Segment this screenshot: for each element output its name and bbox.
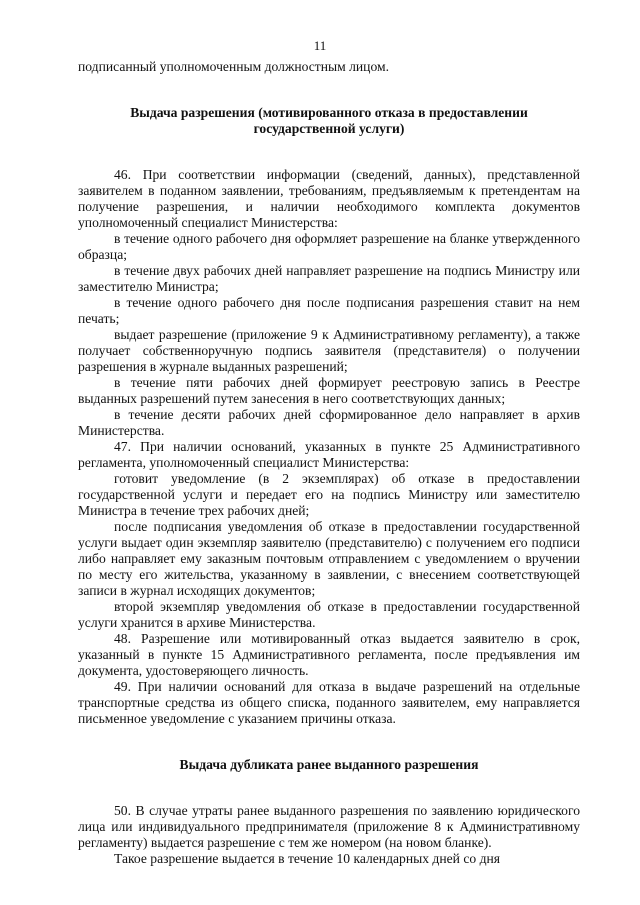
section-heading: Выдача разрешения (мотивированного отказа в предоставлении государственной услуги)	[130, 105, 528, 136]
paragraph: 50. В случае утраты ранее выданного разрешения по заявлению юридического лица или индивидуального предпринимателя (приложение 8 к Административному регламенту) выдается разрешение с тем же номером (на новом бланке).	[78, 803, 580, 850]
section-heading: Выдача дубликата ранее выданного разрешения	[179, 757, 479, 772]
paragraph: подписанный уполномоченным должностным лицом.	[78, 59, 389, 74]
paragraph: в течение десяти рабочих дней сформированное дело направляет в архив Министерства.	[78, 407, 580, 438]
page-number: 11	[313, 38, 327, 53]
paragraph: 46. При соответствии информации (сведений, данных), представленной заявителем в поданном заявлении, требованиям, предъявляемым к претендентам на получение разрешения, и наличии необходимого комплекта документов уполномоченный специалист Министерства:	[78, 167, 580, 230]
paragraph: Такое разрешение выдается в течение 10 календарных дней со дня	[114, 851, 501, 866]
paragraph: 48. Разрешение или мотивированный отказ выдается заявителю в срок, указанный в пункте 15 Административного регламента, после предъявления им документа, удостоверяющего личность.	[78, 631, 580, 678]
paragraph: после подписания уведомления об отказе в предоставлении государственной услуги выдает один экземпляр заявителю (представителю) с получением его подписи либо направляет ему заказным почтовым отправлением с уведомлением о вручении по месту его жительства, указанному в заявлении, с внесением соответствующей записи в журнал исходящих документов;	[78, 519, 580, 598]
paragraph: в течение пяти рабочих дней формирует реестровую запись в Реестре выданных разрешений путем занесения в него соответствующих данных;	[78, 375, 580, 406]
paragraph: готовит уведомление (в 2 экземплярах) об отказе в предоставлении государственной услуги и передает его на подпись Министру или заместителю Министра в течение трех рабочих дней;	[78, 471, 580, 518]
paragraph: второй экземпляр уведомления об отказе в предоставлении государственной услуги хранится в архиве Министерства.	[78, 599, 580, 630]
paragraph: в течение одного рабочего дня оформляет разрешение на бланке утвержденного образца;	[78, 231, 580, 262]
paragraph: 47. При наличии оснований, указанных в пункте 25 Административного регламента, уполномоченный специалист Министерства:	[78, 439, 580, 470]
paragraph: в течение одного рабочего дня после подписания разрешения ставит на нем печать;	[78, 295, 580, 326]
paragraph: в течение двух рабочих дней направляет разрешение на подпись Министру или заместителю Министра;	[78, 263, 580, 294]
paragraph: выдает разрешение (приложение 9 к Административному регламенту), а также получает собственноручную подпись заявителя (представителя) о получении разрешения в журнале выданных разрешений;	[78, 327, 580, 374]
paragraph: 49. При наличии оснований для отказа в выдаче разрешений на отдельные транспортные средства из общего списка, поданного заявителем, ему направляется письменное уведомление с указанием причины отказа.	[78, 679, 580, 726]
document-body	[78, 59, 580, 867]
